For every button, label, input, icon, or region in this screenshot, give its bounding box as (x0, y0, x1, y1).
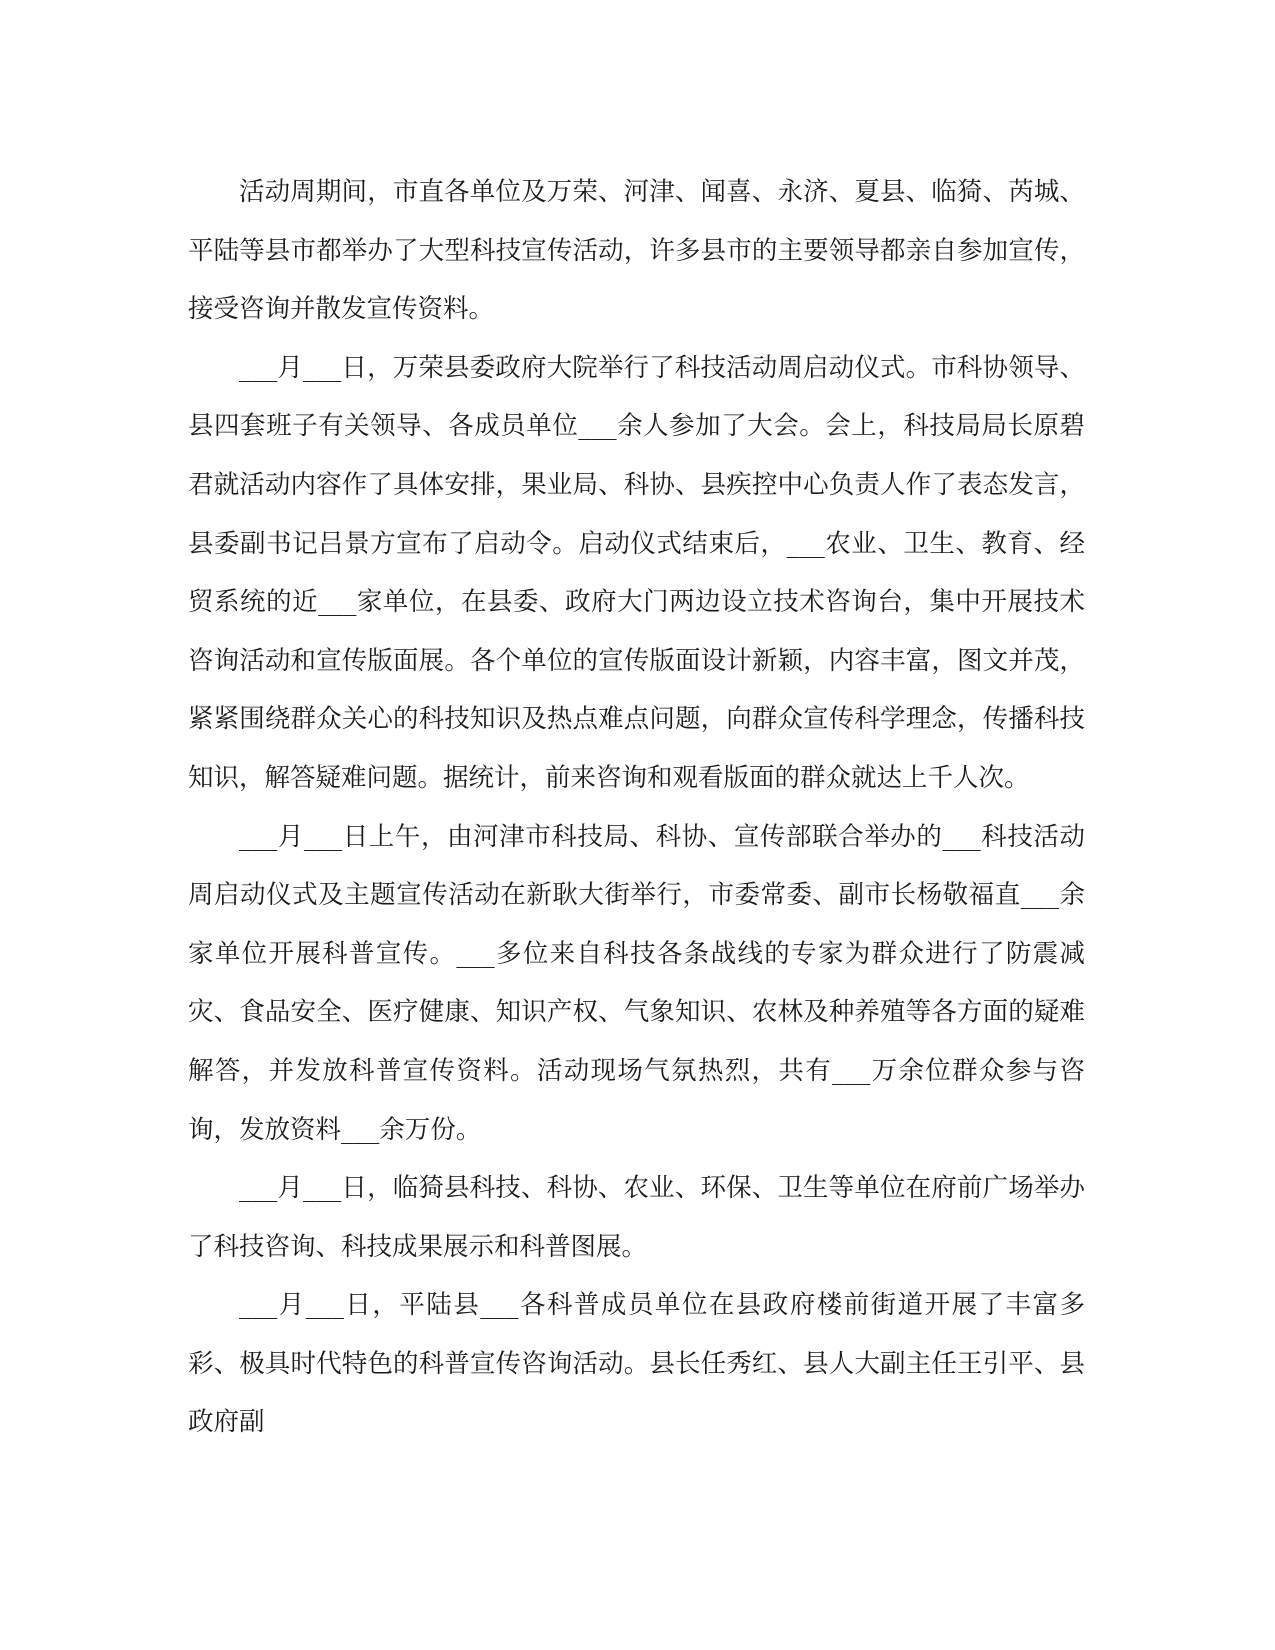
document-body (188, 163, 1085, 1452)
paragraph-wanrong-launch: ___月___日，万荣县委政府大院举行了科技活动周启动仪式。市科协领导、县四套班子有关领导、各成员单位___余人参加了大会。会上，科技局局长原碧君就活动内容作了具体安排，果业局、科协、县疾控中心负责人作了表态发言，县委副书记吕景方宣布了启动令。启动仪式结束后，___农业、卫生、教育、经贸系统的近___家单位，在县委、政府大门两边设立技术咨询台，集中开展技术咨询活动和宣传版面展。各个单位的宣传版面设计新颖，内容丰富，图文并茂，紧紧围绕群众关心的科技知识及热点难点问题，向群众宣传科学理念，传播科技知识，解答疑难问题。据统计，前来咨询和观看版面的群众就达上千人次。 (188, 352, 1085, 793)
paragraph-hejin-launch: ___月___日上午，由河津市科技局、科协、宣传部联合举办的___科技活动周启动仪式及主题宣传活动在新耿大街举行，市委常委、副市长杨敬福直___余家单位开展科普宣传。___多位来自科技各条战线的专家为群众进行了防震减灾、食品安全、医疗健康、知识产权、气象知识、农林及种养殖等各方面的疑难解答，并发放科普宣传资料。活动现场气氛热烈，共有___万余位群众参与咨询，发放资料___余万份。 (188, 821, 1085, 1145)
paragraph-activity-week: 活动周期间，市直各单位及万荣、河津、闻喜、永济、夏县、临猗、芮城、平陆等县市都举办了大型科技宣传活动，许多县市的主要领导都亲自参加宣传，接受咨询并散发宣传资料。 (188, 177, 1085, 325)
paragraph-pinglu-activity: ___月___日，平陆县___各科普成员单位在县政府楼前街道开展了丰富多彩、极具时代特色的科普宣传咨询活动。县长任秀红、县人大副主任王引平、县政府副 (188, 1290, 1085, 1438)
paragraph-linyi-exhibition: ___月___日，临猗县科技、科协、农业、环保、卫生等单位在府前广场举办了科技咨询、科技成果展示和科普图展。 (188, 1173, 1085, 1262)
